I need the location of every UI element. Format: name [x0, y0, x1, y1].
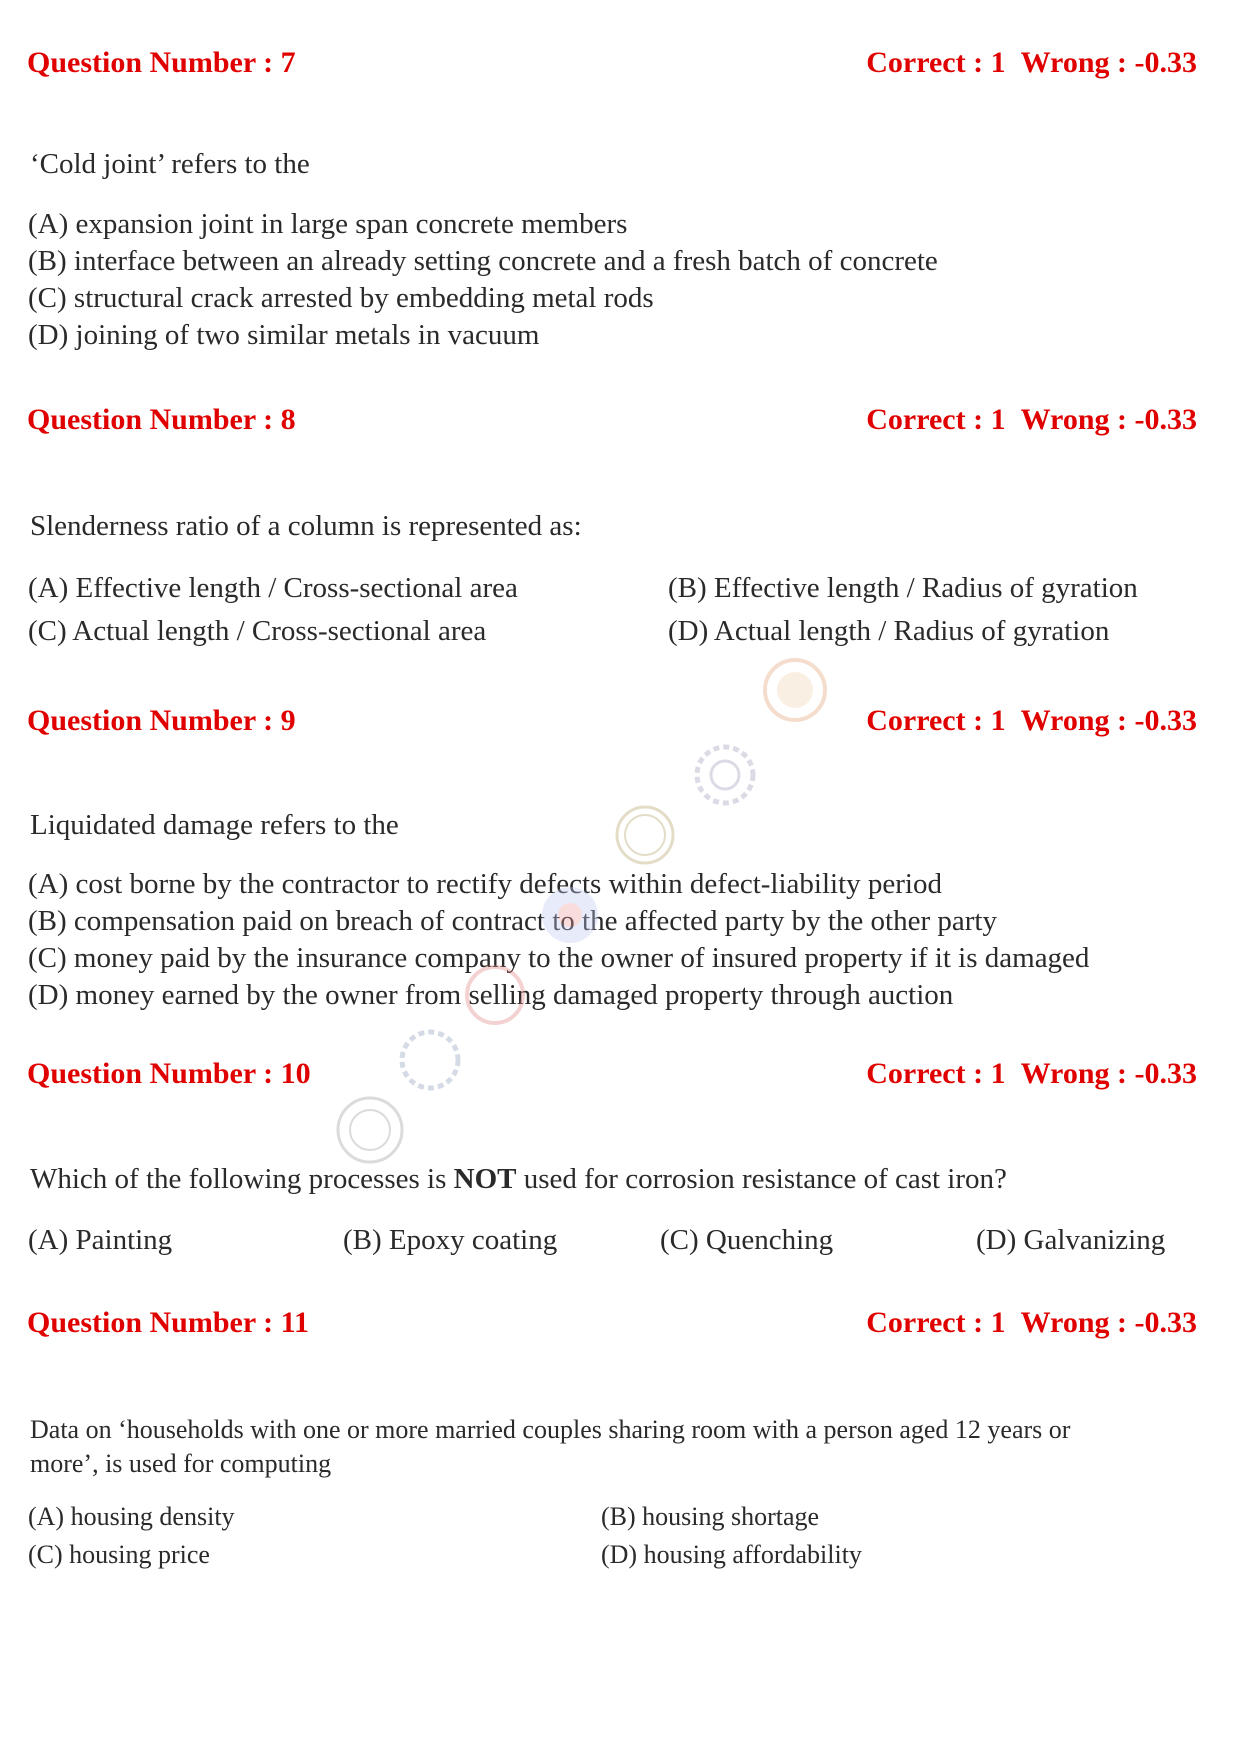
option-d: (D) joining of two similar metals in vacuum	[28, 319, 540, 351]
question-number: Question Number : 8	[27, 403, 296, 436]
option-d: (D) money earned by the owner from selling damaged property through auction	[28, 979, 954, 1011]
option-b: (B) Effective length / Radius of gyration	[668, 572, 1138, 604]
question-number: Question Number : 7	[27, 46, 296, 79]
option-b: (B) compensation paid on breach of contract to the affected party by the other party	[28, 905, 997, 937]
question-header-11	[27, 1303, 1197, 1343]
option-c: (C) Actual length / Cross-sectional area	[28, 615, 487, 647]
marking-scheme	[866, 43, 1197, 83]
option-c: (C) money paid by the insurance company to the owner of insured property if it is damaged	[28, 942, 1090, 974]
option-b: (B) housing shortage	[601, 1502, 820, 1531]
options-grid	[28, 567, 1208, 657]
correct-marks: Correct : 1	[866, 403, 1006, 436]
stem-line: Data on ‘households with one or more married couples sharing room with a person aged 12 years or	[30, 1415, 1071, 1444]
watermark-gear-icon	[395, 1025, 465, 1095]
question-number: Question Number : 10	[27, 1057, 311, 1090]
question-header-9	[27, 701, 1197, 741]
marking-scheme	[866, 1054, 1197, 1094]
options-row	[28, 1219, 1208, 1264]
wrong-marks: Wrong : -0.33	[1020, 46, 1197, 79]
wrong-marks: Wrong : -0.33	[1020, 403, 1197, 436]
option-d: (D) housing affordability	[601, 1540, 862, 1569]
question-stem	[30, 1413, 1070, 1481]
watermark-emblem-icon	[330, 1090, 410, 1170]
option-a: (A) cost borne by the contractor to rectify defects within defect-liability period	[28, 868, 942, 900]
option-a: (A) Effective length / Cross-sectional area	[28, 572, 518, 604]
question-header-7	[27, 43, 1197, 83]
correct-marks: Correct : 1	[866, 1057, 1006, 1090]
question-header-10	[27, 1054, 1197, 1094]
question-header-8	[27, 400, 1197, 440]
marking-scheme	[866, 400, 1197, 440]
option-a: (A) Painting	[28, 1224, 173, 1256]
question-number: Question Number : 11	[27, 1306, 309, 1339]
option-c: (C) Quenching	[660, 1224, 834, 1256]
option-a: (A) housing density	[28, 1502, 235, 1531]
watermark-seal-icon	[460, 960, 530, 1030]
question-stem	[30, 1160, 1007, 1198]
question-stem: Liquidated damage refers to the	[30, 809, 399, 841]
question-stem: Slenderness ratio of a column is represented as:	[30, 510, 582, 542]
stem-text: used for corrosion resistance of cast iron?	[516, 1163, 1007, 1195]
watermark-emblem-icon	[535, 880, 605, 950]
question-stem: ‘Cold joint’ refers to the	[30, 148, 310, 180]
option-b: (B) Epoxy coating	[343, 1224, 558, 1256]
options-grid	[28, 1498, 1208, 1578]
correct-marks: Correct : 1	[866, 1306, 1006, 1339]
marking-scheme	[866, 1303, 1197, 1343]
correct-marks: Correct : 1	[866, 46, 1006, 79]
watermark-emblem-icon	[610, 800, 680, 870]
watermark-gear-icon	[690, 740, 760, 810]
options-list	[28, 206, 938, 354]
option-d: (D) Actual length / Radius of gyration	[668, 615, 1110, 647]
option-c: (C) housing price	[28, 1540, 210, 1569]
wrong-marks: Wrong : -0.33	[1020, 1057, 1197, 1090]
stem-line: more’, is used for computing	[30, 1449, 332, 1478]
correct-marks: Correct : 1	[866, 704, 1006, 737]
wrong-marks: Wrong : -0.33	[1020, 1306, 1197, 1339]
question-number: Question Number : 9	[27, 704, 296, 737]
stem-emphasis: NOT	[453, 1163, 517, 1195]
marking-scheme	[866, 701, 1197, 741]
watermark-seal-icon	[760, 655, 830, 725]
option-c: (C) structural crack arrested by embedding metal rods	[28, 282, 654, 314]
wrong-marks: Wrong : -0.33	[1020, 704, 1197, 737]
option-d: (D) Galvanizing	[976, 1224, 1166, 1256]
stem-text: Which of the following processes is	[30, 1163, 454, 1195]
option-b: (B) interface between an already setting concrete and a fresh batch of concrete	[28, 245, 938, 277]
option-a: (A) expansion joint in large span concrete members	[28, 208, 628, 240]
